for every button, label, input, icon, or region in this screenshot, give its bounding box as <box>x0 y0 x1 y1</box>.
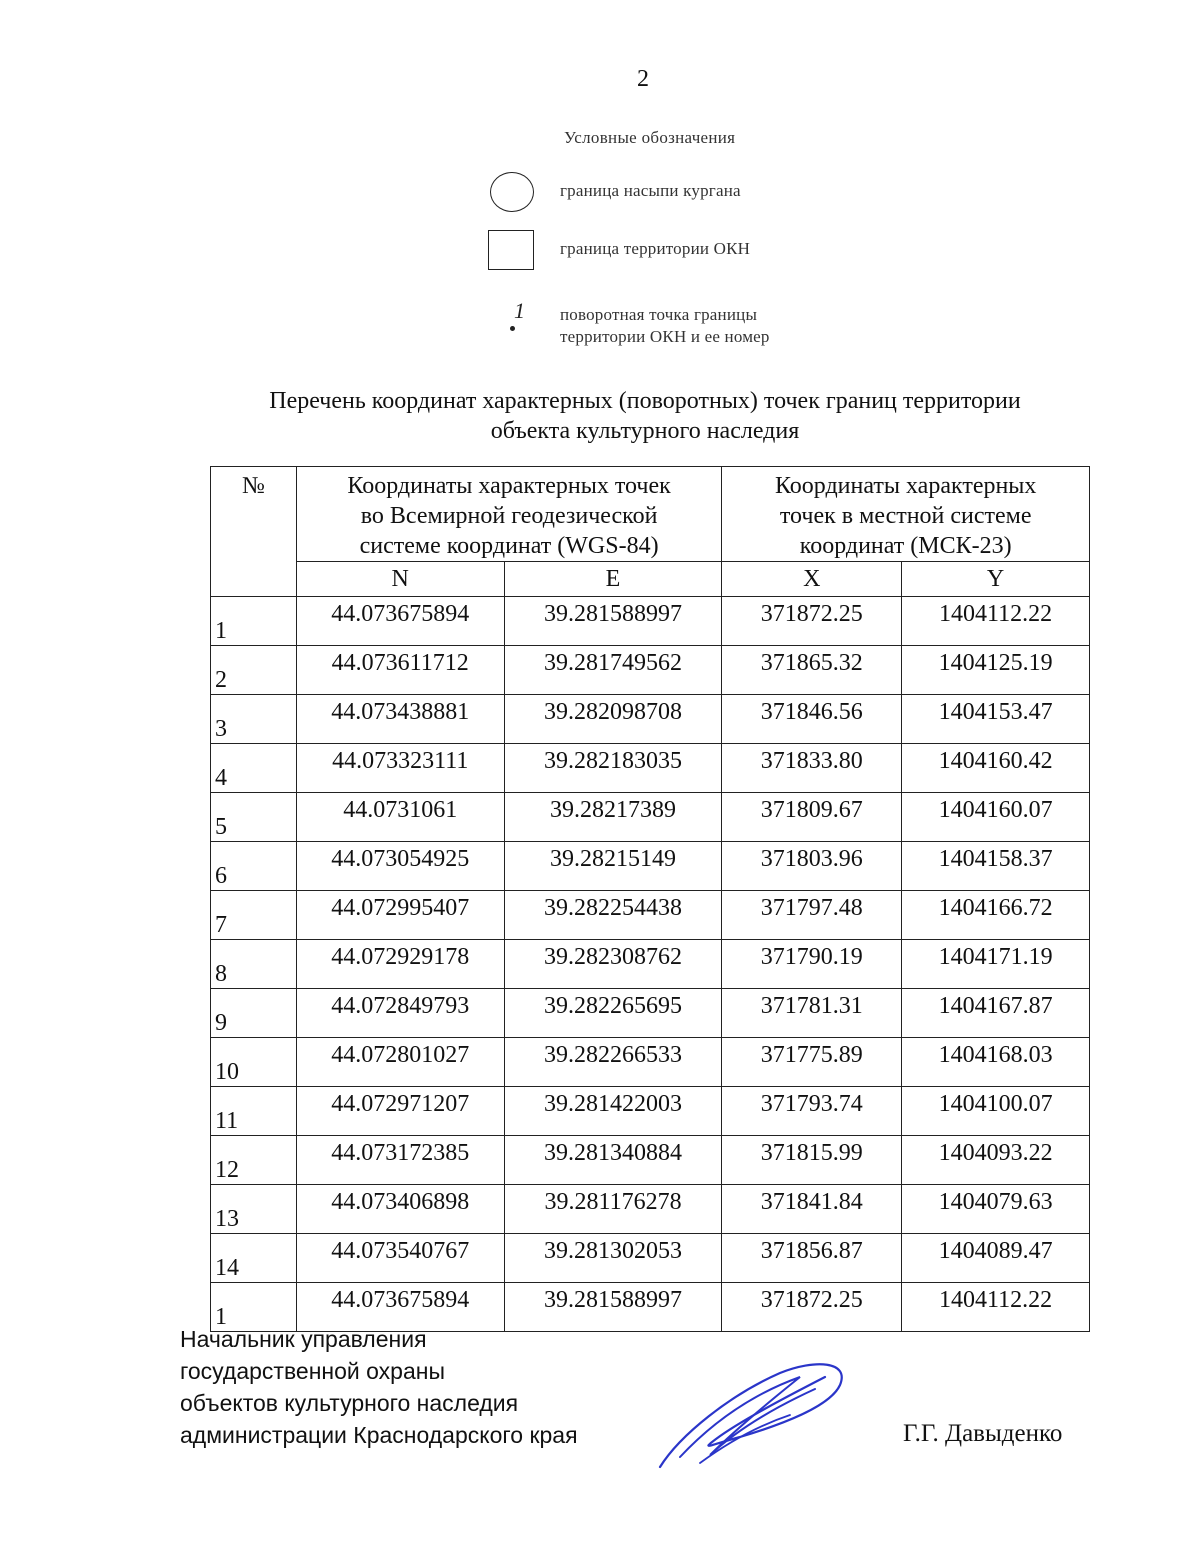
cell-x: 371865.32 <box>722 646 902 695</box>
square-icon <box>488 230 534 270</box>
cell-x: 371856.87 <box>722 1234 902 1283</box>
column-header-number: № <box>211 467 297 597</box>
table-row <box>211 695 1090 744</box>
cell-n: 44.073675894 <box>296 1283 504 1332</box>
cell-x: 371793.74 <box>722 1087 902 1136</box>
table-row <box>211 891 1090 940</box>
cell-y: 1404160.07 <box>902 793 1090 842</box>
legend-title: Условные обозначения <box>564 128 736 147</box>
cell-y: 1404153.47 <box>902 695 1090 744</box>
cell-e: 39.281749562 <box>504 646 722 695</box>
cell-e: 39.282266533 <box>504 1038 722 1087</box>
point-number: 10 <box>211 1038 297 1087</box>
point-number: 14 <box>211 1234 297 1283</box>
circle-icon <box>490 172 534 212</box>
cell-n: 44.072929178 <box>296 940 504 989</box>
coordinates-table <box>210 466 1090 1332</box>
cell-y: 1404167.87 <box>902 989 1090 1038</box>
cell-n: 44.073438881 <box>296 695 504 744</box>
cell-n: 44.073675894 <box>296 597 504 646</box>
table-row <box>211 646 1090 695</box>
cell-y: 1404168.03 <box>902 1038 1090 1087</box>
legend-item-territory <box>486 230 846 274</box>
list-title <box>180 386 1110 446</box>
column-header-y: Y <box>902 562 1090 597</box>
list-title-line1: Перечень координат характерных (поворотных) точек границ территории <box>269 388 1021 414</box>
cell-x: 371872.25 <box>722 597 902 646</box>
column-header-n: N <box>296 562 504 597</box>
point-number: 11 <box>211 1087 297 1136</box>
column-header-wgs84: Координаты характерных точек во Всемирной геодезической системе координат (WGS-84) <box>296 467 722 562</box>
cell-n: 44.072995407 <box>296 891 504 940</box>
cell-e: 39.28217389 <box>504 793 722 842</box>
cell-y: 1404125.19 <box>902 646 1090 695</box>
point-number: 3 <box>211 695 297 744</box>
cell-n: 44.073406898 <box>296 1185 504 1234</box>
cell-n: 44.072849793 <box>296 989 504 1038</box>
table-row <box>211 1136 1090 1185</box>
legend-item-point <box>486 298 846 354</box>
legend-label: граница территории ОКН <box>560 239 751 258</box>
legend-label-line2: территории ОКН и ее номер <box>560 327 770 346</box>
cell-x: 371781.31 <box>722 989 902 1038</box>
point-number: 2 <box>211 646 297 695</box>
cell-x: 371815.99 <box>722 1136 902 1185</box>
cell-x: 371872.25 <box>722 1283 902 1332</box>
table-row <box>211 1185 1090 1234</box>
signatory-name: Г.Г. Давыденко <box>903 1420 1063 1447</box>
cell-x: 371803.96 <box>722 842 902 891</box>
cell-e: 39.282308762 <box>504 940 722 989</box>
coordinates-table-body <box>211 597 1090 1332</box>
cell-y: 1404112.22 <box>902 597 1090 646</box>
cell-e: 39.281302053 <box>504 1234 722 1283</box>
cell-y: 1404171.19 <box>902 940 1090 989</box>
cell-n: 44.073172385 <box>296 1136 504 1185</box>
table-row <box>211 989 1090 1038</box>
legend-label-line1: поворотная точка границы <box>560 305 758 324</box>
table-row <box>211 597 1090 646</box>
cell-y: 1404079.63 <box>902 1185 1090 1234</box>
cell-e: 39.282254438 <box>504 891 722 940</box>
point-number: 4 <box>211 744 297 793</box>
column-header-e: E <box>504 562 722 597</box>
table-row <box>211 842 1090 891</box>
cell-e: 39.282265695 <box>504 989 722 1038</box>
cell-x: 371775.89 <box>722 1038 902 1087</box>
cell-e: 39.281176278 <box>504 1185 722 1234</box>
legend-item-mound <box>486 172 846 216</box>
table-row <box>211 793 1090 842</box>
table-row <box>211 744 1090 793</box>
cell-y: 1404100.07 <box>902 1087 1090 1136</box>
column-header-x: X <box>722 562 902 597</box>
cell-n: 44.073611712 <box>296 646 504 695</box>
cell-e: 39.281588997 <box>504 597 722 646</box>
column-header-msk23: Координаты характерных точек в местной системе координат (МСК-23) <box>722 467 1090 562</box>
cell-n: 44.072801027 <box>296 1038 504 1087</box>
cell-x: 371846.56 <box>722 695 902 744</box>
point-number: 13 <box>211 1185 297 1234</box>
cell-y: 1404160.42 <box>902 744 1090 793</box>
table-row <box>211 1038 1090 1087</box>
handwritten-signature <box>640 1355 870 1475</box>
point-number: 1 <box>211 597 297 646</box>
point-number: 9 <box>211 989 297 1038</box>
cell-y: 1404158.37 <box>902 842 1090 891</box>
list-title-line2: объекта культурного наследия <box>490 418 800 444</box>
cell-e: 39.281340884 <box>504 1136 722 1185</box>
point-icon <box>486 298 526 344</box>
cell-x: 371809.67 <box>722 793 902 842</box>
cell-y: 1404093.22 <box>902 1136 1090 1185</box>
cell-y: 1404089.47 <box>902 1234 1090 1283</box>
point-number: 1 <box>211 1283 297 1332</box>
point-number: 8 <box>211 940 297 989</box>
cell-e: 39.281588997 <box>504 1283 722 1332</box>
point-number: 5 <box>211 793 297 842</box>
cell-x: 371790.19 <box>722 940 902 989</box>
point-number: 6 <box>211 842 297 891</box>
point-number: 12 <box>211 1136 297 1185</box>
signatory-position: Начальник управления государственной охраны объектов культурного наследия администрации Краснодарского края <box>180 1326 578 1448</box>
cell-x: 371797.48 <box>722 891 902 940</box>
cell-n: 44.072971207 <box>296 1087 504 1136</box>
cell-y: 1404112.22 <box>902 1283 1090 1332</box>
cell-e: 39.281422003 <box>504 1087 722 1136</box>
cell-n: 44.073323111 <box>296 744 504 793</box>
legend-label: граница насыпи кургана <box>560 181 741 200</box>
cell-y: 1404166.72 <box>902 891 1090 940</box>
cell-e: 39.282098708 <box>504 695 722 744</box>
point-marker-number: 1 <box>514 298 525 323</box>
table-row <box>211 940 1090 989</box>
cell-n: 44.073054925 <box>296 842 504 891</box>
table-row <box>211 1087 1090 1136</box>
page-number: 2 <box>637 66 649 92</box>
cell-x: 371833.80 <box>722 744 902 793</box>
cell-e: 39.28215149 <box>504 842 722 891</box>
point-number: 7 <box>211 891 297 940</box>
table-row <box>211 1234 1090 1283</box>
cell-e: 39.282183035 <box>504 744 722 793</box>
cell-n: 44.073540767 <box>296 1234 504 1283</box>
cell-n: 44.0731061 <box>296 793 504 842</box>
cell-x: 371841.84 <box>722 1185 902 1234</box>
